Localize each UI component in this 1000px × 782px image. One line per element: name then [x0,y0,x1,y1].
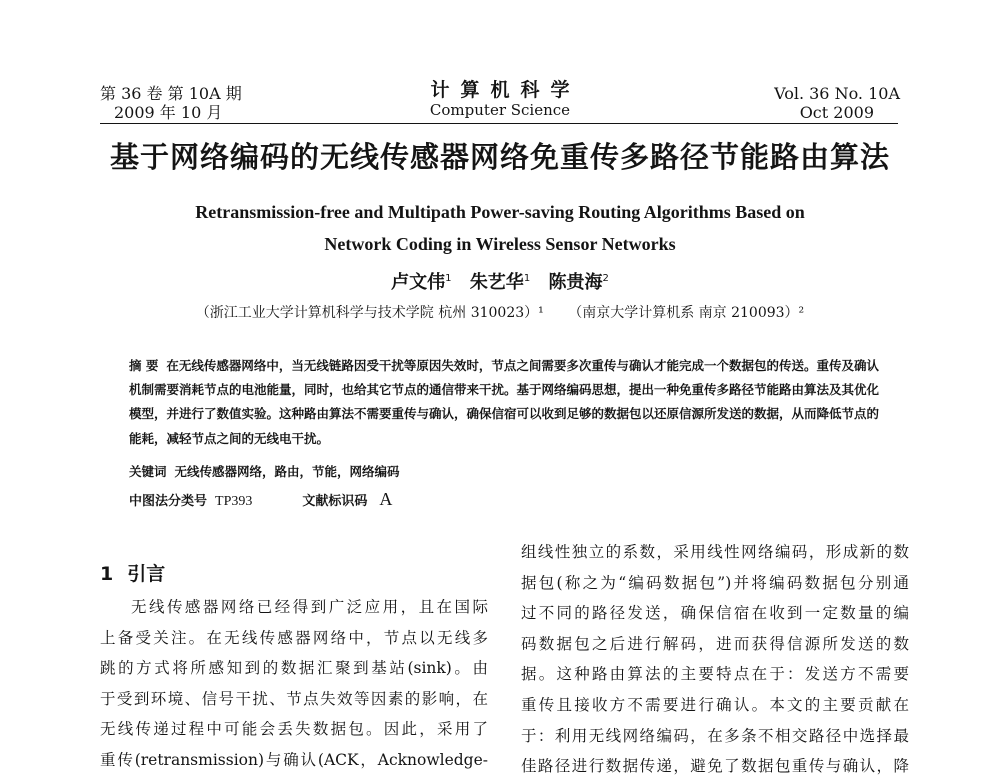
journal-volume-issue-en [774,84,900,122]
body-line: 上备受关注。在无线传感器网络中，节点以无线多 [100,628,488,647]
volume-issue-line-en: Vol. 36 No. 10A [774,84,900,103]
abstract [129,354,879,451]
affiliations [0,302,1000,322]
body-line: 跳的方式将所感知到的数据汇聚到基站(sink)。由 [100,659,488,678]
abstract-label: 摘 要 [129,358,159,373]
header-rule [100,123,898,124]
body-line: 无线传递过程中可能会丢失数据包。因此，采用了 [100,720,488,739]
volume-issue-line: 第 36 卷 第 10A 期 [100,84,242,103]
body-line: 于：利用无线网络编码，在多条不相交路径中选择最 [521,726,909,745]
paper-title-en-line2: Network Coding in Wireless Sensor Networks [324,234,676,254]
body-line: 重传(retransmission)与确认(ACK，Acknowledge- [100,750,488,769]
keywords-label: 关键词 [129,464,167,479]
left-column [100,592,488,776]
classification [129,489,392,510]
paper-title-cn: 基于网络编码的无线传感器网络免重传多路径节能路由算法 [109,140,890,174]
section-number: 1 [100,563,114,585]
body-line: 无线传感器网络已经得到广泛应用，且在国际 [131,598,488,616]
author-list [0,268,1000,294]
body-line: 于受到环境、信号干扰、节点失效等因素的影响，在 [100,689,488,708]
author: 卢文伟$^1$ [391,272,452,293]
journal-name-cn: 计算机科学 [430,79,581,101]
section-heading [100,559,165,586]
clc-value: TP393 [215,494,253,509]
body-line: 据。这种路由算法的主要特点在于：发送方不需要 [521,665,909,684]
section-title: 引言 [127,563,166,585]
body-line: 据包(称之为“编码数据包”)并将编码数据包分别通 [521,573,909,592]
body-line: 码数据包之后进行解码，进而获得信源所发送的数 [521,634,909,653]
affiliation: （南京大学计算机系 南京 210093）² [568,305,805,321]
body-line: 组线性独立的系数，采用线性网络编码，形成新的数 [521,543,909,561]
author: 朱艺华$^1$ [469,272,531,293]
paper-title-en-line1: Retransmission-free and Multipath Power-saving Routing Algorithms Based on [195,202,805,222]
clc-label: 中图法分类号 [129,494,208,509]
body-line: 佳路径进行数据传递，避免了数据包重传与确认，降 [521,757,909,776]
keywords-text: 无线传感器网络，路由，节能，网络编码 [174,464,400,479]
affiliation: （浙江工业大学计算机科学与技术学院 杭州 310023）¹ [195,305,544,321]
abstract-text: 在无线传感器网络中，当无线链路因受干扰等原因失效时，节点之间需要多次重传与确认才能完成一个数据包的传送。重传及确认机制需要消耗节点的电池能量，同时，也给其它节点的通信带来干扰。基于网络编码思想，提出一种免重传多路径节能路由算法及其优化模型，并进行了数值实验。这种路由算法不需要重传与确认，确保信宿可以收到足够的数据包以还原信源所发送的数据，从而降低节点的能耗，减轻节点之间的无线电干扰。 [129,358,880,446]
keywords [129,462,400,480]
author: 陈贵海$^2$ [548,272,609,293]
date-line-cn: 2009 年 10 月 [114,103,223,122]
doc-code-value: A [379,489,393,509]
journal-name-en: Computer Science [429,101,571,119]
doc-code-label: 文献标识码 [302,494,368,509]
body-line: 过不同的路径发送，确保信宿在收到一定数量的编 [521,604,909,623]
body-line: 重传且接收方不需要进行确认。本文的主要贡献在 [521,695,909,714]
right-column [521,537,909,782]
date-line-en: Oct 2009 [799,103,874,122]
paper-title-en [0,196,1000,260]
